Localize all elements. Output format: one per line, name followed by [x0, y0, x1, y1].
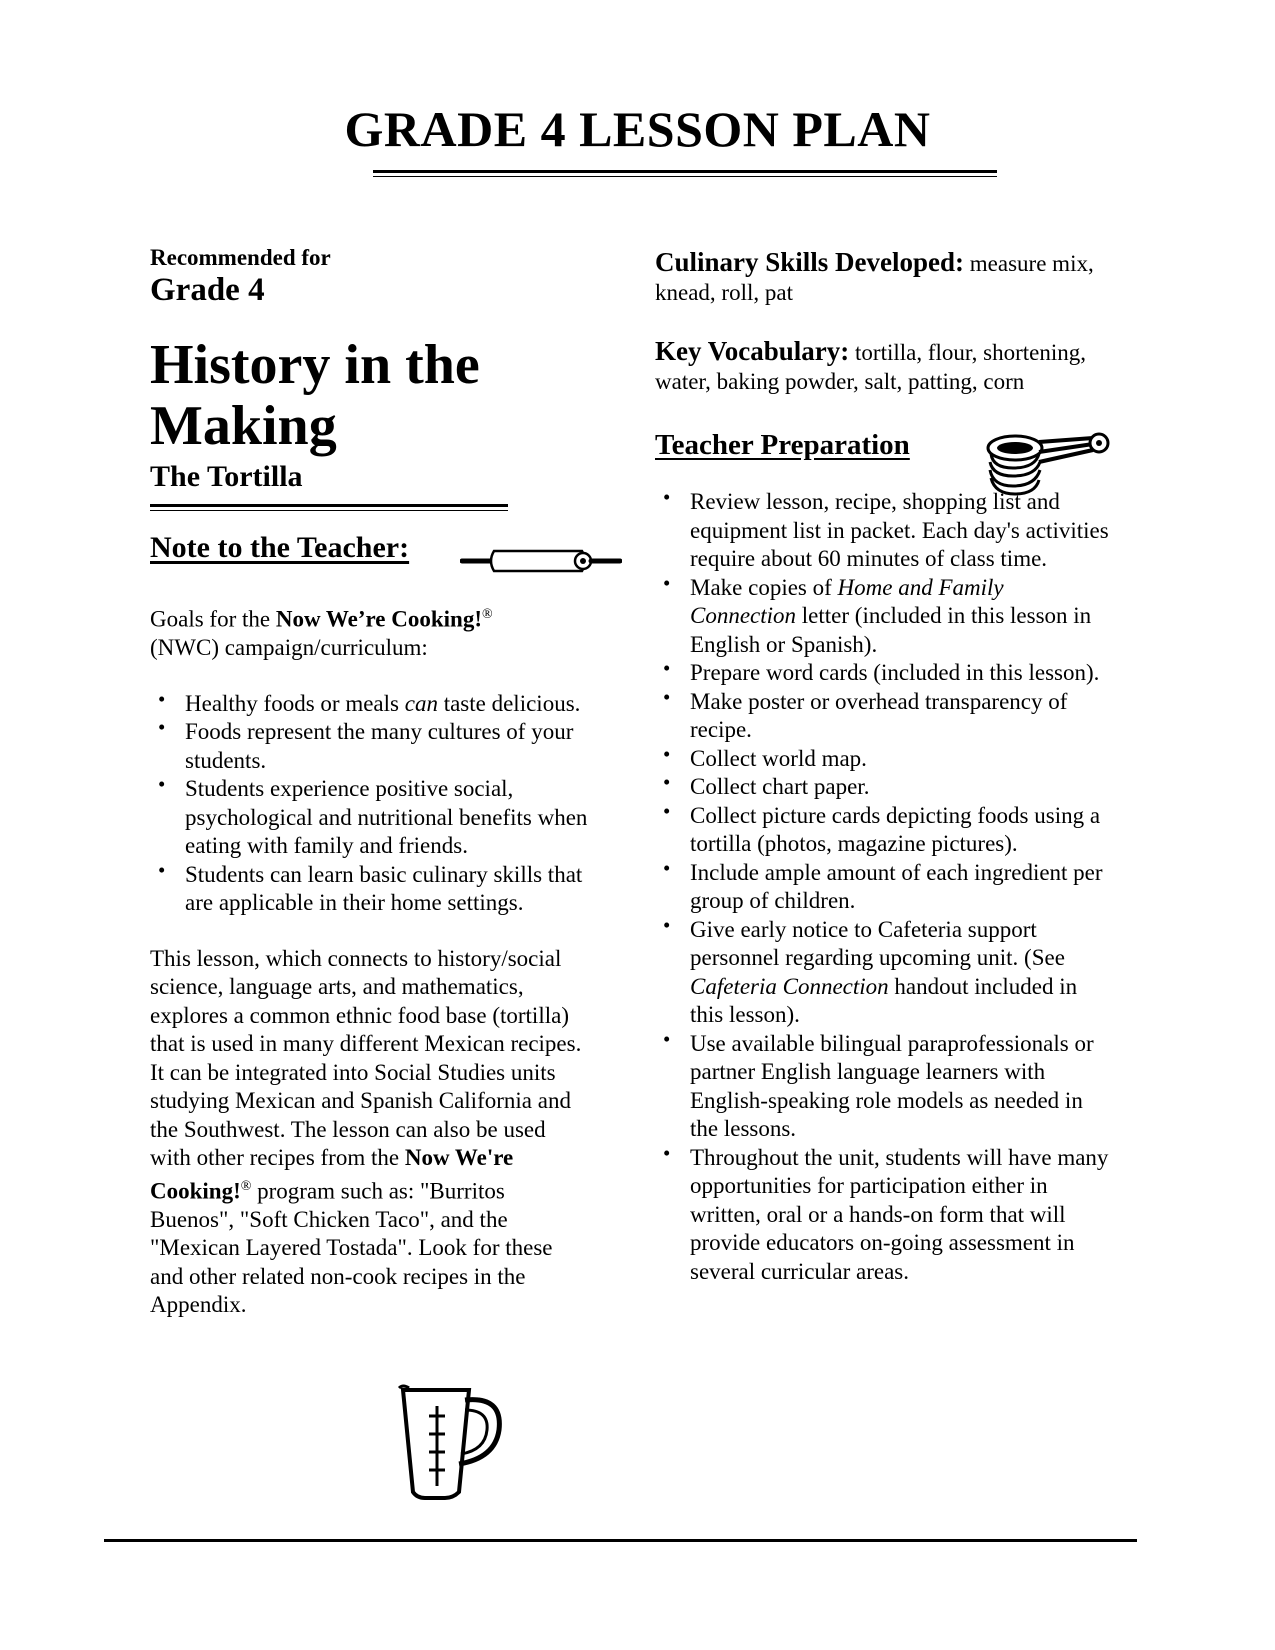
goal-item-pre: Students can learn basic culinary skills that are applicable in their home settings. [185, 861, 583, 916]
goal-item-pre: Students experience positive social, psychological and nutritional benefits when eating with family and friends. [185, 776, 588, 859]
goal-item-pre: Healthy foods or meals [185, 690, 405, 716]
rolling-pin-icon [460, 543, 622, 579]
subtitle-rule [150, 504, 508, 507]
prep-item [655, 656, 1110, 688]
prep-item-pre: Make copies of [690, 574, 838, 600]
prep-item-em: Home and Family Connection [690, 574, 1004, 628]
grade-level: Grade 4 [150, 272, 265, 308]
culinary-skills-label: Culinary Skills Developed: [655, 247, 965, 277]
goal-item [150, 686, 590, 719]
measuring-spoons-icon [985, 428, 1115, 498]
teacher-preparation-heading: Teacher Preparation [655, 429, 910, 461]
registered-mark: ® [240, 1178, 252, 1194]
goal-item [150, 715, 590, 775]
culinary-skills-value: measure mix, knead, roll, pat [655, 251, 1094, 305]
bullet-icon: • [663, 741, 671, 766]
bullet-icon: • [158, 715, 166, 740]
bullet-icon: • [158, 686, 166, 711]
bullet-icon: • [663, 770, 671, 794]
goal-item-pre: Foods represent the many cultures of your students. [185, 719, 574, 773]
bullet-icon: • [663, 855, 671, 880]
title-rule [373, 170, 997, 173]
measuring-cup-icon [395, 1382, 510, 1502]
lesson-description-brand: Now We're Cooking! [150, 1145, 514, 1204]
bullet-icon: • [158, 857, 166, 882]
registered-mark: ® [481, 607, 493, 622]
prep-item [655, 1140, 1110, 1287]
goal-item [150, 772, 590, 861]
prep-item-post: letter (included in this lesson in English or Spanish). [690, 603, 1092, 657]
bullet-icon: • [663, 684, 671, 709]
goals-intro-brand: Now We’re Cooking! [275, 606, 482, 632]
teacher-preparation-list [655, 485, 1110, 1286]
prep-item [655, 684, 1110, 745]
goal-item-em: can [404, 690, 438, 716]
prep-item [655, 570, 1110, 660]
bullet-icon: • [663, 1026, 671, 1051]
bullet-icon: • [663, 485, 671, 509]
culinary-skills [655, 248, 1110, 307]
goal-item [150, 857, 590, 918]
prep-item [655, 798, 1110, 859]
bullet-icon: • [663, 1140, 671, 1165]
prep-item-pre: Throughout the unit, students will have many opportunities for participation either in written, oral or a hands-on form that will provide educators on-going assessment in several curricular areas. [690, 1144, 1109, 1284]
prep-item [655, 1026, 1110, 1144]
bottom-rule [104, 1539, 1137, 1542]
goals-intro-post: (NWC) campaign/curriculum: [150, 635, 428, 661]
bullet-icon: • [663, 912, 671, 937]
lesson-title-line-2: Making [150, 395, 337, 457]
title-rule-thin [373, 176, 997, 177]
goals-intro-pre: Goals for the [150, 606, 276, 632]
prep-item-pre: Use available bilingual paraprofessionals or partner English language learners with English-speaking role models as needed in the lessons. [690, 1030, 1094, 1141]
key-vocabulary [655, 337, 1110, 396]
prep-item-pre: Collect world map. [690, 745, 867, 771]
lesson-description-part-1: This lesson, which connects to history/social science, language arts, and mathematics, explores a common ethnic food base (tortilla) that is used in many different Mexican recipes. It can be integrated into Social Studies units studying Mexican and Spanish California and the Southwest. The lesson can also be used with other recipes from the [150, 945, 582, 1171]
goals-list [150, 686, 590, 918]
page-title: GRADE 4 LESSON PLAN [344, 101, 931, 157]
bullet-icon: • [663, 798, 671, 823]
prep-item-pre: Prepare word cards (included in this lesson). [690, 660, 1100, 685]
lesson-description [150, 945, 590, 1320]
prep-item-pre: Review lesson, recipe, shopping list and equipment list in packet. Each day's activities require about 60 minutes of class time. [690, 489, 1109, 571]
bullet-icon: • [663, 570, 671, 595]
prep-item-post: handout included in this lesson). [690, 973, 1078, 1027]
key-vocabulary-label: Key Vocabulary: [655, 336, 850, 366]
goal-item-post: taste delicious. [437, 690, 581, 716]
prep-item [655, 741, 1110, 774]
lesson-description-part-2: program such as: "Burritos Buenos", "Soft Chicken Taco", and the "Mexican Layered Tostada". Look for these and other related non-cook recipes in the Appendix. [150, 1178, 553, 1318]
prep-item-pre: Collect picture cards depicting foods using a tortilla (photos, magazine pictures). [690, 802, 1101, 856]
recommended-label: Recommended for [150, 245, 331, 270]
bullet-icon: • [663, 656, 671, 680]
lesson-title [150, 335, 590, 457]
right-column [655, 248, 1110, 1286]
prep-item-pre: Make poster or overhead transparency of recipe. [690, 688, 1068, 742]
prep-item-em: Cafeteria Connection [690, 973, 889, 999]
key-vocabulary-value: tortilla, flour, shortening, water, baking powder, salt, patting, corn [655, 340, 1086, 394]
prep-item [655, 912, 1110, 1030]
note-heading: Note to the Teacher: [150, 531, 410, 564]
prep-item [655, 855, 1110, 916]
prep-item-pre: Collect chart paper. [690, 774, 870, 799]
lesson-subtitle: The Tortilla [150, 460, 303, 493]
prep-item [655, 485, 1110, 574]
subtitle-rule-thin [150, 510, 508, 511]
bullet-icon: • [158, 772, 166, 797]
prep-item-pre: Include ample amount of each ingredient per group of children. [690, 859, 1103, 913]
lesson-title-line-1: History in the [150, 334, 480, 396]
goals-intro [150, 601, 590, 663]
prep-item-pre: Give early notice to Cafeteria support personnel regarding upcoming unit. (See [690, 916, 1065, 970]
left-column [150, 245, 590, 1320]
prep-item [655, 770, 1110, 802]
